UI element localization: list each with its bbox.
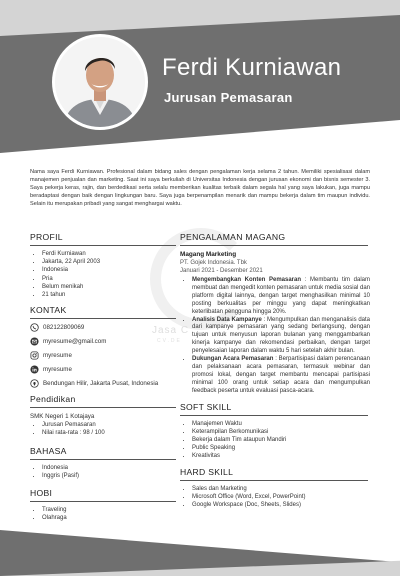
- section-title-profil: PROFIL: [30, 232, 63, 242]
- contact-address: [30, 379, 178, 388]
- contact-phone: [30, 323, 178, 332]
- list-item: • Indonesia: [42, 266, 178, 274]
- divider: [30, 407, 176, 408]
- job-duty-item: [192, 277, 370, 317]
- left-column: [30, 232, 178, 522]
- divider: [180, 415, 368, 416]
- list-item: • Microsoft Office (Word, Excel, PowerPoint): [192, 493, 370, 501]
- section-title-pengalaman: PENGALAMAN MAGANG: [180, 232, 286, 242]
- list-item: • Public Speaking: [192, 444, 370, 452]
- instagram-icon: [30, 351, 39, 360]
- divider: [30, 501, 176, 502]
- profile-photo: [52, 34, 148, 130]
- list-item: • Belum menikah: [42, 283, 178, 291]
- contact-social-1-text: myresume: [43, 351, 72, 359]
- location-icon: [30, 379, 39, 388]
- soft-skill-list: [180, 420, 370, 461]
- school-name: SMK Negeri 1 Kotajaya: [30, 413, 95, 421]
- job-duty-text: : Membantu tim dalam membuat dan mengedit konten pemasaran untuk media sosial dan platform digital lainnya, dengan target menghasilkan minimal 10 posting berkualitas per minggu yang dapat meningkatkan keterlibatan pengguna hingga 20%.: [192, 277, 370, 315]
- list-item: • Jurusan Pemasaran: [42, 421, 178, 429]
- job-duty-heading: Mengembangkan Konten Pemasaran: [192, 277, 302, 283]
- candidate-major: Jurusan Pemasaran: [164, 90, 293, 105]
- hard-skill-list: [180, 485, 370, 510]
- job-duty-item: [192, 317, 370, 357]
- person-portrait-icon: [55, 37, 145, 127]
- list-item: • Inggris (Pasif): [42, 472, 178, 480]
- job-duty-heading: Analisis Data Kampanye: [192, 316, 262, 323]
- contact-email: [30, 337, 178, 346]
- watermark-text: Jasa C: [152, 325, 190, 336]
- list-item: • Keterampilan Berkomunikasi: [192, 428, 370, 436]
- section-title-kontak: KONTAK: [30, 305, 67, 316]
- candidate-name: Ferdi Kurniawan: [162, 54, 342, 81]
- list-item: • Bekerja dalam Tim ataupun Mandiri: [192, 436, 370, 444]
- contact-social-2: [30, 365, 178, 374]
- list-item: • Manajemen Waktu: [192, 420, 370, 428]
- pendidikan-list: [30, 421, 178, 437]
- section-title-hobi: HOBI: [30, 488, 53, 499]
- list-item: • Olahraga: [42, 514, 178, 522]
- section-title-pendidikan: Pendidikan: [30, 394, 76, 405]
- divider: [30, 245, 176, 246]
- summary-text: Nama saya Ferdi Kurniawan. Profesional dalam bidang sales dengan pengalaman kerja selama 2 tahun. Memiliki spesialisasi dalam manajemen penjualan dan marketing. Saat ini saya berkuliah di Universitas Indonesia dengan jurusan ekonomi dan bisnis semester 3. Saya pekerja keras, rajin, dan berdedikasi serta selalu memberikan kualitas terbaik dalam segala hal yang saya lakukan, juga mampu beradaptasi dengan baik dengan lingkungan baru. Saya juga berpenampilan menarik dan mampu bekerja dalam tim maupun individu. Selain itu merupakan pribadi yang sangat menghargai waktu.: [30, 169, 370, 208]
- divider: [180, 480, 368, 481]
- list-item: • 21 tahun: [42, 291, 178, 299]
- contact-address-text: Bendungan Hilir, Jakarta Pusat, Indonesia: [43, 379, 159, 387]
- profil-list: [30, 250, 178, 299]
- list-item: • Pria: [42, 275, 178, 283]
- section-title-bahasa: BAHASA: [30, 445, 67, 456]
- job-duty-heading: Dukungan Acara Pemasaran: [192, 356, 274, 363]
- job-duty-text: : Berpartisipasi dalam perencanaan dan pelaksanaan acara pemasaran, termasuk webinar dan promosi lokal, dengan target membantu mencapai partisipasi minimal 100 orang untuk setiap acara dan mengumpulkan feedback peserta untuk evaluasi pasca-acara.: [192, 356, 370, 394]
- divider: [30, 318, 176, 319]
- whatsapp-icon: [30, 323, 39, 332]
- list-item: • Google Workspace (Doc, Sheets, Slides): [192, 501, 370, 509]
- job-period: Januari 2021 - Desember 2021: [180, 268, 263, 274]
- divider: [180, 245, 368, 246]
- list-item: • Jakarta, 22 April 2003: [42, 258, 178, 266]
- job-duties-list: [180, 277, 370, 396]
- job-duty-item: [192, 356, 370, 396]
- email-icon: [30, 337, 39, 346]
- contact-social-1: [30, 351, 178, 360]
- bahasa-list: [30, 464, 178, 480]
- list-item: • Nilai rata-rata : 98 / 100: [42, 429, 178, 437]
- job-duty-text: : Mengumpulkan dan menganalisis data dari kampanye pemasaran yang sedang berlangsung, dengan tujuan untuk menyusun laporan bulanan yang menggambarkan kinerja kampanye dan rekomendasi perbaikan, dengan target penyelesaian laporan dalam waktu 5 hari setelah akhir bulan.: [192, 316, 370, 355]
- list-item: • Indonesia: [42, 464, 178, 472]
- list-item: • Traveling: [42, 506, 178, 514]
- list-item: • Kreativitas: [192, 452, 370, 460]
- section-title-soft-skill: SOFT SKILL: [180, 401, 232, 412]
- contact-phone-text: 082122809069: [43, 323, 85, 331]
- divider: [30, 459, 176, 460]
- job-company: PT. Gojek Indonesia. Tbk: [180, 260, 247, 266]
- section-title-hard-skill: HARD SKILL: [180, 466, 234, 477]
- watermark-subtext: CV.DE: [157, 338, 182, 344]
- hobi-list: [30, 506, 178, 522]
- right-column: [180, 232, 370, 509]
- list-item: • Ferdi Kurniawan: [42, 250, 178, 258]
- job-role: Magang Marketing: [180, 251, 237, 258]
- list-item: • Sales dan Marketing: [192, 485, 370, 493]
- contact-social-2-text: myresume: [43, 365, 72, 373]
- linkedin-icon: [30, 365, 39, 374]
- contact-email-text: myresume@gmail.com: [43, 337, 107, 345]
